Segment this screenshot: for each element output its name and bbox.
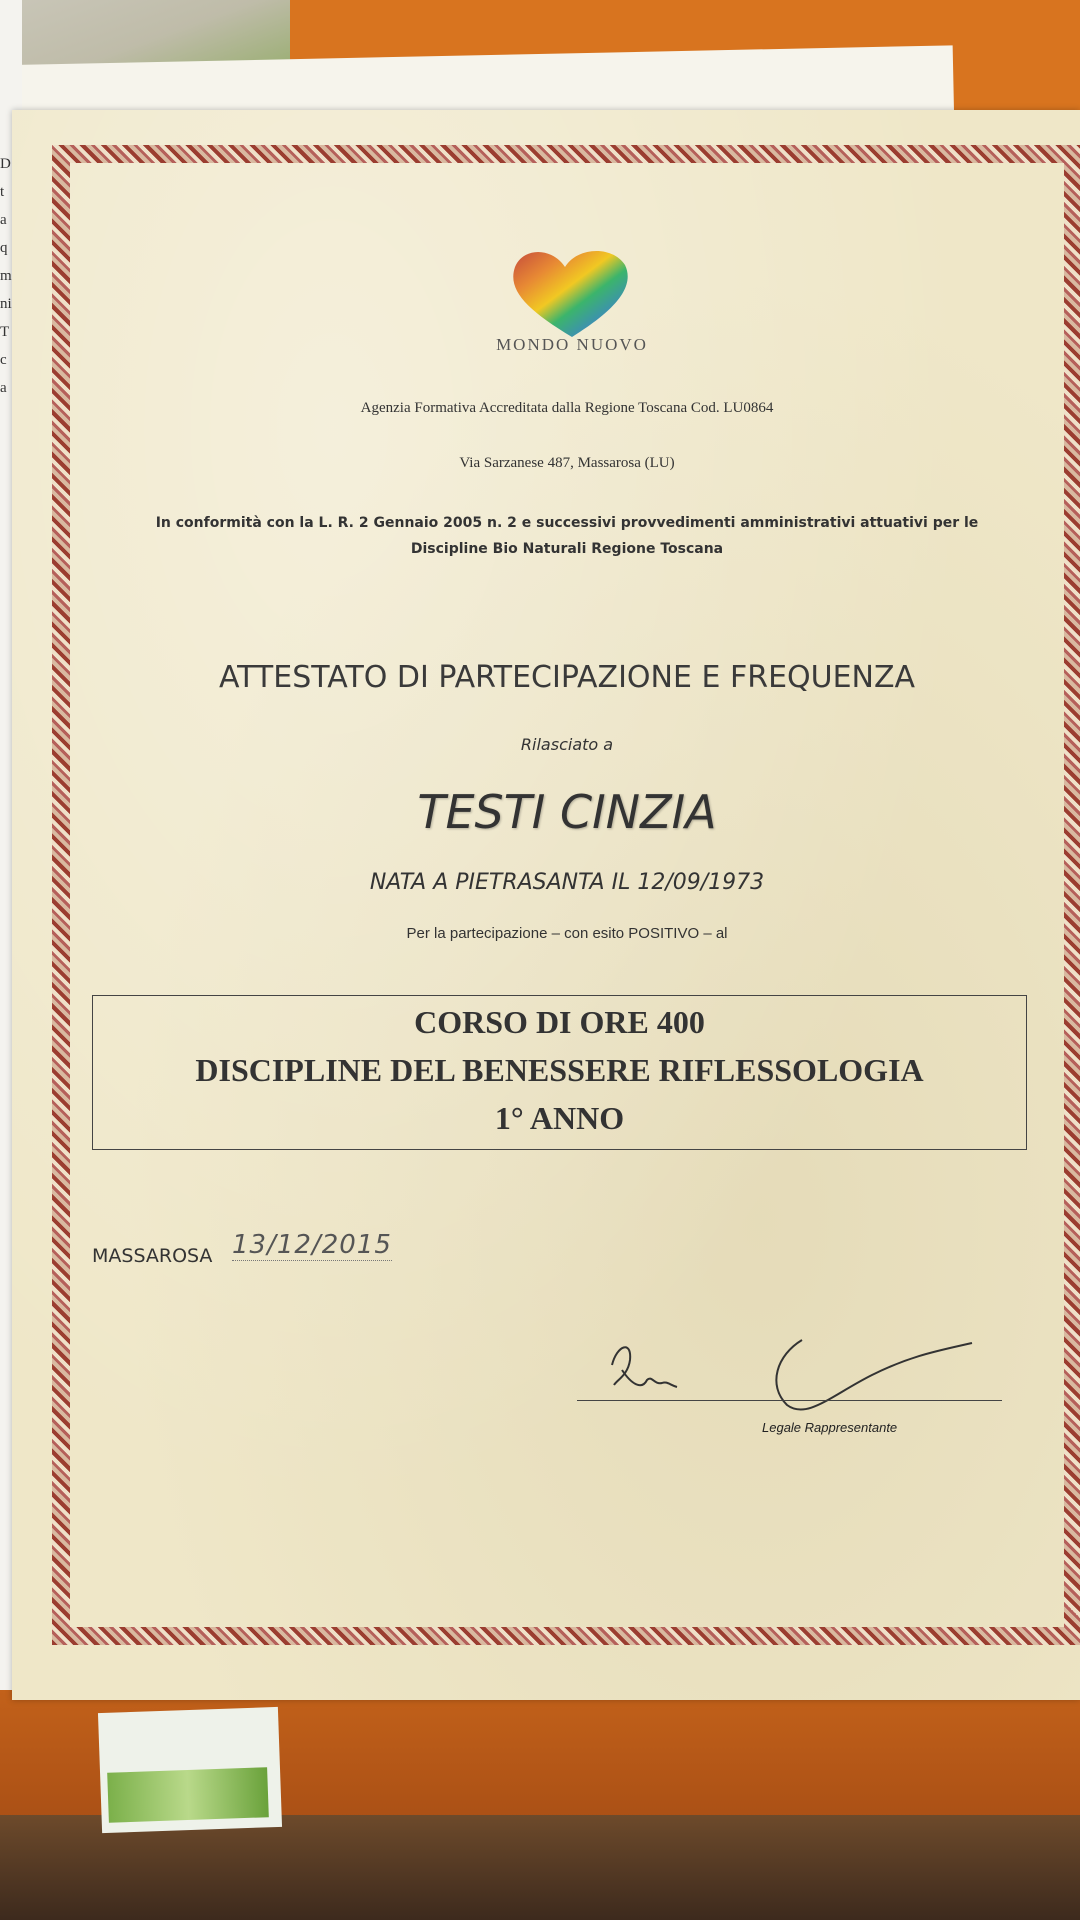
law-line-2: Discipline Bio Naturali Regione Toscana: [410, 541, 724, 557]
course-year: 1° ANNO: [494, 1100, 625, 1136]
certificate-title: ATTESTATO DI PARTECIPAZIONE E FREQUENZA: [218, 660, 916, 695]
certificate-content: [72, 165, 1062, 1625]
recipient-name: TESTI CINZIA: [417, 785, 717, 839]
law-reference: [122, 510, 1012, 562]
issue-date-handwritten: 13/12/2015: [232, 1230, 392, 1260]
course-hours: CORSO DI ORE 400: [414, 1004, 705, 1040]
logo-brand-text: MONDO NUOVO: [496, 335, 648, 354]
certificate-paper: [12, 110, 1080, 1700]
background-left-letters: D t a q m ni T c a: [0, 156, 12, 396]
agency-address: Via Sarzanese 487, Massarosa (LU): [459, 455, 675, 471]
signature-icon: [572, 1325, 1002, 1435]
heart-logo-icon: [497, 245, 647, 345]
signatory-label: Legale Rappresentante: [762, 1420, 898, 1435]
background-card-image: [107, 1767, 269, 1823]
law-line-1: In conformità con la L. R. 2 Gennaio 2005 n. 2 e successivi provvedimenti amministrativi attuativi per le: [155, 515, 979, 531]
course-box: [92, 995, 1027, 1150]
issued-to-label: Rilasciato a: [520, 735, 614, 754]
agency-accreditation: Agenzia Formativa Accreditata dalla Regione Toscana Cod. LU0864: [360, 400, 774, 416]
issue-place: MASSAROSA: [92, 1245, 213, 1267]
participation-text: Per la partecipazione – con esito POSITIVO – al: [406, 925, 728, 942]
recipient-birth-info: NATA A PIETRASANTA IL 12/09/1973: [369, 870, 765, 895]
course-discipline: DISCIPLINE DEL BENESSERE RIFLESSOLOGIA: [195, 1052, 924, 1088]
signature-line: [577, 1400, 1002, 1401]
